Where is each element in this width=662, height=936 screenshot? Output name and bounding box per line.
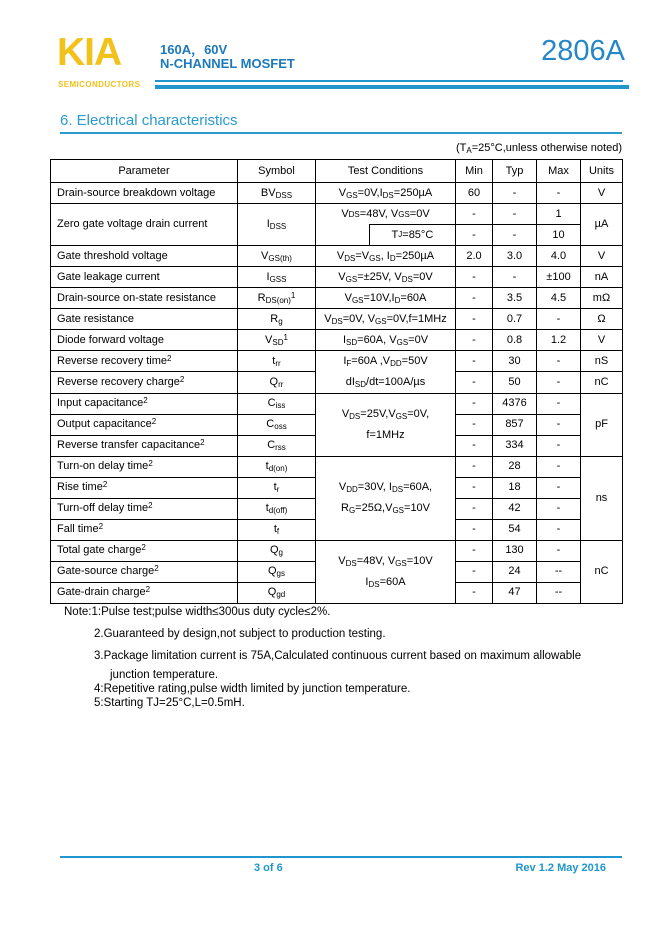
max-cell: - [537,456,581,477]
min-cell: - [456,477,493,498]
param-cell: Fall time$^2$ [51,519,238,540]
typ-cell: - [493,225,537,246]
typ-cell: 4376 [493,393,537,414]
max-cell: 10 [537,225,581,246]
units-cell: nC [581,540,623,603]
cond-cell: $I_F=60A$ $,V_{DD}=50V$ $dI_{SD}/dt=100A/\mu s$ [316,351,456,394]
param-cell: Total gate charge$^2$ [51,540,238,561]
min-cell: - [456,540,493,561]
cond-line-main: V DS =48V, V GS =0V [341,208,430,221]
page-number: 3 of 6 [254,862,283,874]
param-cell: Diode forward voltage [51,330,238,351]
note-5: 5:Starting TJ=25°C,L=0.5mH. [94,697,245,709]
param-cell: Rise time$^2$ [51,477,238,498]
units-cell: nA [581,267,623,288]
typ-cell: - [493,183,537,204]
col-header-typ: Typ [493,160,537,183]
max-cell: 4.5 [537,288,581,309]
min-cell: - [456,309,493,330]
param-cell: Gate resistance [51,309,238,330]
symbol-cell: $Q_{gd}$ [238,582,316,603]
table-row [51,288,623,309]
units-cell: pF [581,393,623,456]
col-header-symbol: Symbol [238,160,316,183]
symbol-cell: $V_{SD}^1$ [238,330,316,351]
cond-line-tj: T J =85°C [369,224,455,245]
table-row [51,267,623,288]
col-header-max: Max [537,160,581,183]
max-cell: 1.2 [537,330,581,351]
max-cell: - [537,309,581,330]
param-cell: Turn-off delay time$^2$ [51,498,238,519]
typ-cell: 130 [493,540,537,561]
table-row [51,309,623,330]
symbol-cell: $Q_{gs}$ [238,561,316,582]
max-cell: - [537,393,581,414]
table-condition-note: ($T_A=25^\circ C,unless$ otherwise noted) [456,142,622,155]
typ-cell: 28 [493,456,537,477]
units-cell: V [581,183,623,204]
max-cell: - [537,372,581,393]
part-number: 2806A [541,35,625,67]
max-cell: - [537,540,581,561]
table-row [51,330,623,351]
typ-cell: 47 [493,582,537,603]
device-type: N-CHANNEL MOSFET [160,56,295,71]
cond-cell: $V_{GS}=\pm 25V$, $V_{DS}=0V$ [316,267,456,288]
cond-cell [316,204,456,246]
typ-cell: 30 [493,351,537,372]
typ-cell: 42 [493,498,537,519]
symbol-cell: $I_{DSS}$ [238,204,316,246]
typ-cell: 54 [493,519,537,540]
note-4: 4:Repetitive rating,pulse width limited by junction temperature. [94,683,411,695]
note-3-continued: junction temperature. [110,669,219,681]
units-cell: µA [581,204,623,246]
table-row [51,393,623,414]
symbol-cell: $t_{rr}$ [238,351,316,372]
param-cell: Reverse recovery charge$^2$ [51,372,238,393]
symbol-cell: $Q_{rr}$ [238,372,316,393]
typ-cell: 3.0 [493,246,537,267]
symbol-cell: $C_{iss}$ [238,393,316,414]
typ-cell: 0.8 [493,330,537,351]
units-cell: ns [581,456,623,540]
max-cell: 1 [537,204,581,225]
min-cell: - [456,204,493,225]
max-cell: -- [537,582,581,603]
col-header-parameter: Parameter [51,160,238,183]
min-cell: - [456,561,493,582]
param-cell: Turn-on delay time$^2$ [51,456,238,477]
param-cell: Zero gate voltage drain current [51,204,238,246]
symbol-cell: $R_g$ [238,309,316,330]
param-cell: Reverse transfer capacitance$^2$ [51,435,238,456]
units-cell: V [581,330,623,351]
max-cell: -- [537,561,581,582]
symbol-cell: $I_{GSS}$ [238,267,316,288]
max-cell: - [537,435,581,456]
typ-cell: 857 [493,414,537,435]
table-row [51,456,623,477]
header-rule-thick [155,85,629,89]
col-header-min: Min [456,160,493,183]
min-cell: - [456,267,493,288]
max-cell: - [537,351,581,372]
symbol-cell: $t_r$ [238,477,316,498]
footer-rule [60,856,622,858]
cond-cell: $V_{DS}=25V,V_{GS}=0V$, f=1MHz [316,393,456,456]
min-cell: - [456,351,493,372]
revision-label: Rev 1.2 May 2016 [515,862,606,874]
min-cell: 60 [456,183,493,204]
param-cell: Output capacitance$^2$ [51,414,238,435]
min-cell: - [456,372,493,393]
cond-cell: $V_{GS}=0V,I_{DS}=250\mu A$ [316,183,456,204]
param-cell: Reverse recovery time$^2$ [51,351,238,372]
param-cell: Drain-source on-state resistance [51,288,238,309]
units-cell: Ω [581,309,623,330]
table-row [51,183,623,204]
symbol-cell: $BV_{DSS}$ [238,183,316,204]
note-1: Note:1:Pulse test;pulse width≤300us duty cycle≤2%. [64,606,331,618]
section-title: 6. Electrical characteristics [60,112,622,134]
units-cell: nS [581,351,623,372]
table-row [51,540,623,561]
table-row [51,351,623,372]
symbol-cell: $V_{GS(th)}$ [238,246,316,267]
device-rating: 160A，60V [160,42,228,57]
cond-cell: $V_{GS}=10V,I_D=60A$ [316,288,456,309]
symbol-cell: $C_{oss}$ [238,414,316,435]
min-cell: - [456,225,493,246]
param-cell: Gate-source charge$^2$ [51,561,238,582]
kia-logo: KIA [57,31,122,74]
min-cell: - [456,393,493,414]
symbol-cell: $t_{d(on)}$ [238,456,316,477]
cond-cell: $V_{DS}=48V$, $V_{GS}=10V$ $I_{DS}=60A$ [316,540,456,603]
min-cell: - [456,414,493,435]
notes-block [64,605,581,710]
typ-cell: 0.7 [493,309,537,330]
symbol-cell: $C_{rss}$ [238,435,316,456]
param-cell: Gate leakage current [51,267,238,288]
cond-cell: $I_{SD}=60A$, $V_{GS}=0V$ [316,330,456,351]
units-cell: V [581,246,623,267]
symbol-cell: $R_{DS(on)}^1$ [238,288,316,309]
typ-cell: 18 [493,477,537,498]
table-row [51,204,623,225]
max-cell: - [537,498,581,519]
cond-cell: $V_{DS}=0V$, $V_{GS}=0V,f=1MHz$ [316,309,456,330]
header-rule-thin [155,80,623,82]
typ-cell: 24 [493,561,537,582]
typ-cell: 3.5 [493,288,537,309]
cond-cell: $V_{DD}=30V$, $I_{DS}=60A$, $R_G=25\Omega,V_{GS}=10V$ [316,456,456,540]
typ-cell: - [493,204,537,225]
max-cell: - [537,183,581,204]
max-cell: - [537,477,581,498]
typ-cell: 334 [493,435,537,456]
min-cell: - [456,498,493,519]
table-header-row [51,160,623,183]
param-cell: Gate-drain charge$^2$ [51,582,238,603]
logo-subtitle: SEMICONDUCTORS [58,80,141,89]
typ-cell: 50 [493,372,537,393]
param-cell: Gate threshold voltage [51,246,238,267]
col-header-units: Units [581,160,623,183]
param-cell: Input capacitance$^2$ [51,393,238,414]
max-cell: ±100 [537,267,581,288]
col-header-test-conditions: Test Conditions [316,160,456,183]
max-cell: 4.0 [537,246,581,267]
max-cell: - [537,414,581,435]
min-cell: 2.0 [456,246,493,267]
symbol-cell: $t_{d(off)}$ [238,498,316,519]
units-cell: nC [581,372,623,393]
units-cell: mΩ [581,288,623,309]
symbol-cell: $Q_g$ [238,540,316,561]
symbol-cell: $t_f$ [238,519,316,540]
cond-cell: $V_{DS}=V_{GS}$, $I_D=250\mu A$ [316,246,456,267]
min-cell: - [456,330,493,351]
param-cell: Drain-source breakdown voltage [51,183,238,204]
note-3: 3.Package limitation current is 75A,Calculated continuous current based on maximum allowable [94,650,582,662]
min-cell: - [456,435,493,456]
typ-cell: - [493,267,537,288]
note-2: 2.Guaranteed by design,not subject to production testing. [94,628,386,640]
min-cell: - [456,288,493,309]
min-cell: - [456,519,493,540]
min-cell: - [456,582,493,603]
electrical-characteristics-table [50,159,623,604]
min-cell: - [456,456,493,477]
max-cell: - [537,519,581,540]
table-row [51,246,623,267]
